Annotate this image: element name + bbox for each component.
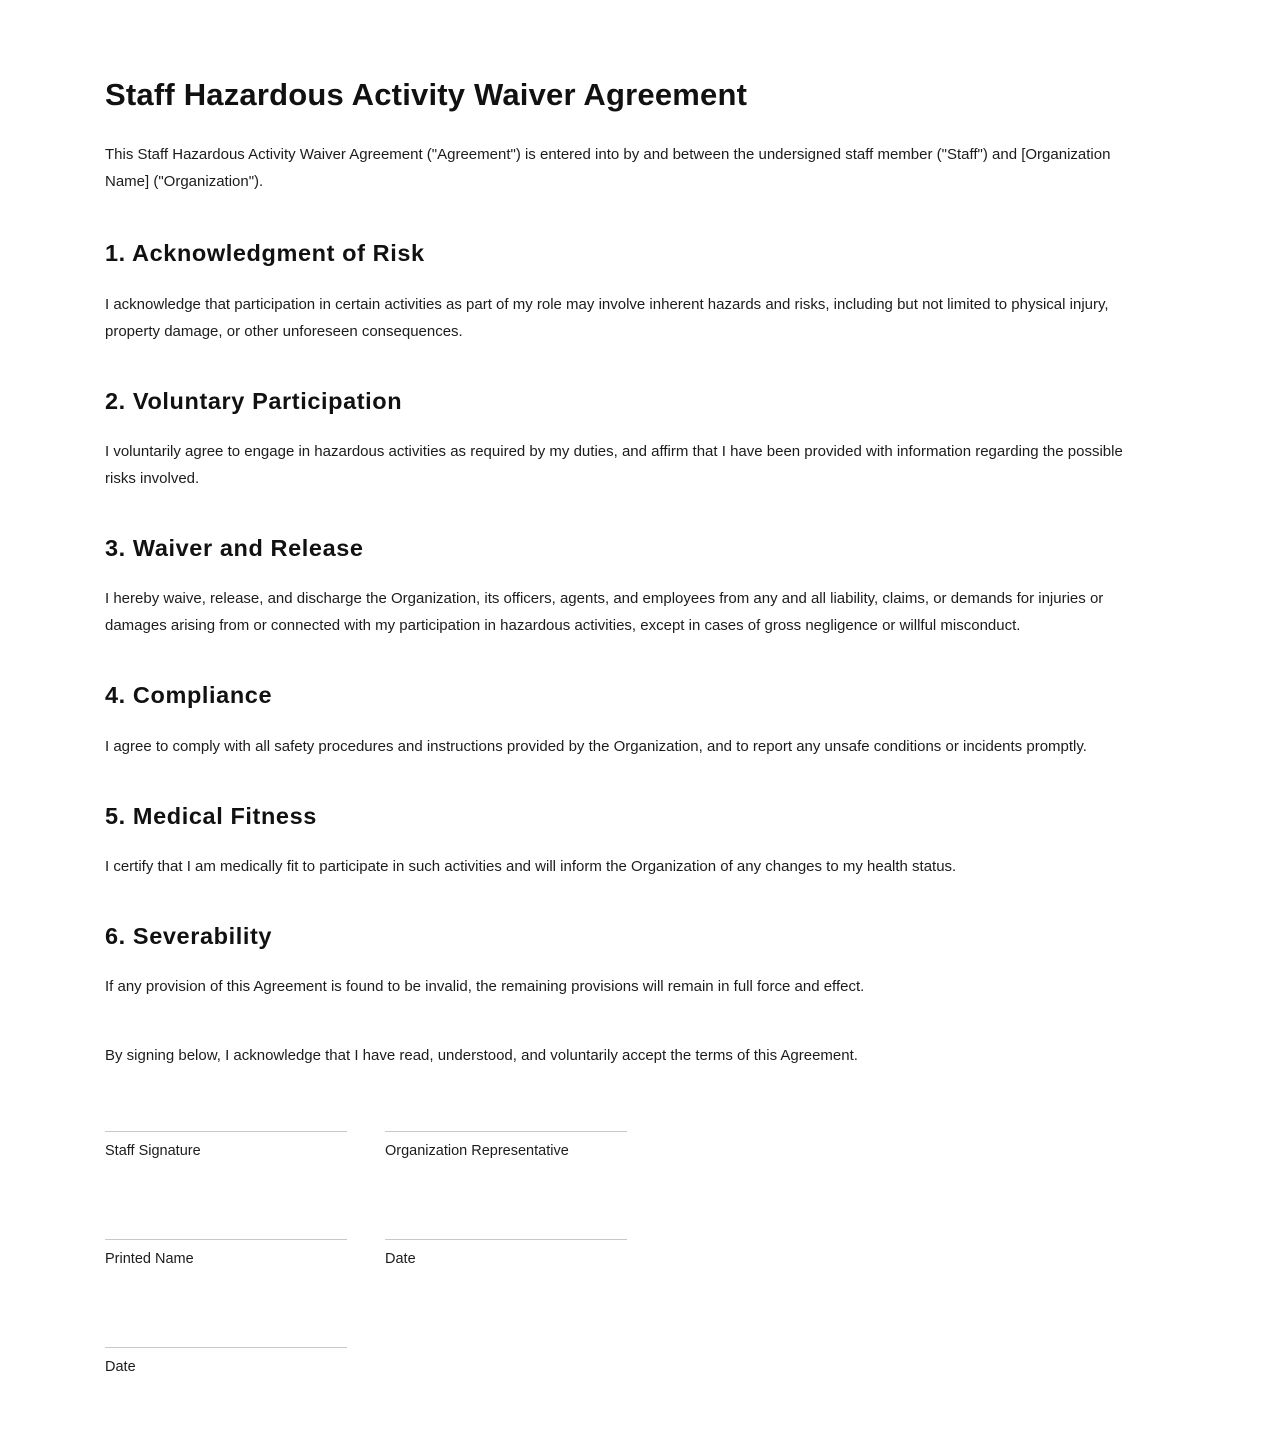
signature-label: Date	[385, 1251, 416, 1268]
section-heading: 1. Acknowledgment of Risk	[105, 240, 425, 267]
section-voluntary-participation	[105, 387, 1155, 492]
signature-label: Printed Name	[105, 1251, 194, 1268]
section-body: I acknowledge that participation in certain activities as part of my role may involve inherent hazards and risks, including but not limited to physical injury, property damage, or other unforeseen consequences.	[105, 295, 1109, 340]
closing-statement: By signing below, I acknowledge that I have read, understood, and voluntarily accept the terms of this Agreement.	[105, 1047, 858, 1065]
section-heading: 4. Compliance	[105, 682, 273, 709]
signature-field-organization-representative[interactable]	[385, 1131, 627, 1161]
page-title: Staff Hazardous Activity Waiver Agreement	[105, 77, 748, 112]
section-heading: 2. Voluntary Participation	[105, 387, 403, 414]
signature-field-staff-date[interactable]	[105, 1347, 347, 1377]
section-waiver-and-release	[105, 534, 1155, 639]
section-body: I certify that I am medically fit to participate in such activities and will inform the Organization of any changes to my health status.	[105, 858, 957, 876]
section-body: I agree to comply with all safety procedures and instructions provided by the Organization, and to report any unsafe conditions or incidents promptly.	[105, 737, 1087, 755]
section-severability	[105, 922, 1155, 1000]
signature-field-organization-date[interactable]	[385, 1239, 627, 1269]
section-acknowledgment-of-risk	[105, 239, 1155, 344]
section-body: I hereby waive, release, and discharge the Organization, its officers, agents, and employees from any and all liability, claims, or demands for injuries or damages arising from or connected with my participation in hazardous activities, except in cases of gross negligence or willful misconduct.	[105, 590, 1104, 635]
signature-field-printed-name[interactable]	[105, 1239, 347, 1269]
section-heading: 5. Medical Fitness	[105, 802, 317, 829]
section-heading: 6. Severability	[105, 923, 273, 950]
signature-grid	[105, 1131, 1155, 1377]
signature-label: Organization Representative	[385, 1143, 569, 1160]
signature-row-spacer	[385, 1161, 627, 1239]
section-compliance	[105, 681, 1155, 759]
section-body: If any provision of this Agreement is found to be invalid, the remaining provisions will remain in full force and effect.	[105, 978, 865, 996]
section-medical-fitness	[105, 802, 1155, 880]
signature-field-staff-signature[interactable]	[105, 1131, 347, 1161]
signature-row-spacer	[105, 1161, 347, 1239]
signature-block	[105, 1131, 1155, 1377]
intro-paragraph: This Staff Hazardous Activity Waiver Agreement ("Agreement") is entered into by and between the undersigned staff member ("Staff") and [Organization Name] ("Organization").	[105, 146, 1111, 191]
signature-label: Date	[105, 1359, 136, 1376]
signature-field-empty	[385, 1347, 627, 1377]
signature-label: Staff Signature	[105, 1143, 201, 1160]
section-body: I voluntarily agree to engage in hazardous activities as required by my duties, and affirm that I have been provided with information regarding the possible risks involved.	[105, 442, 1123, 487]
section-heading: 3. Waiver and Release	[105, 534, 364, 561]
signature-row-spacer	[385, 1269, 627, 1347]
signature-row-spacer	[105, 1269, 347, 1347]
signature-label-empty	[385, 1347, 627, 1356]
